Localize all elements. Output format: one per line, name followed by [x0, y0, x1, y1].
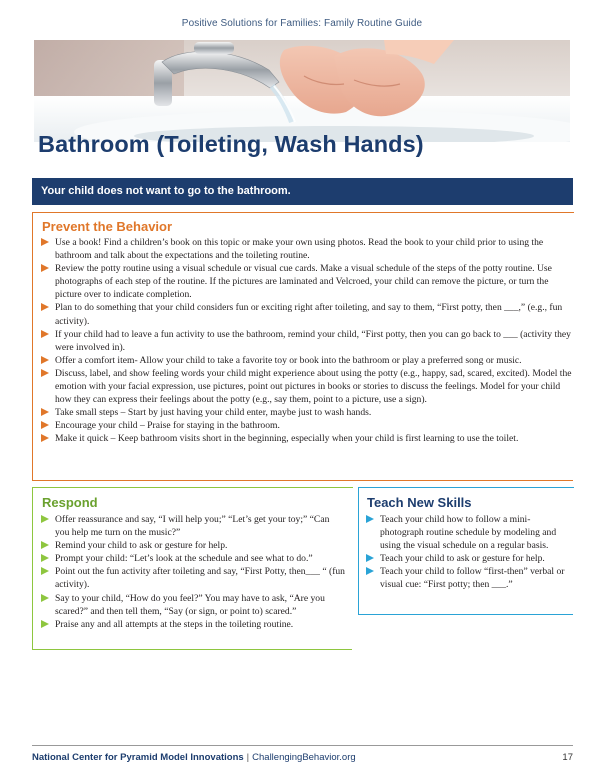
bullet-arrow-icon	[366, 515, 374, 523]
list-item	[366, 552, 569, 565]
prevent-section-title: Prevent the Behavior	[42, 219, 173, 234]
bullet-arrow-icon	[41, 620, 49, 628]
bullet-arrow-icon	[41, 264, 49, 272]
prevent-list	[41, 236, 572, 446]
list-item-text: Teach your child to ask or gesture for help.	[380, 553, 545, 565]
list-item	[41, 262, 572, 301]
footer-url-link[interactable]: ChallengingBehavior.org	[252, 752, 356, 763]
list-item-text: If your child had to leave a fun activity to use the bathroom, remind your child, “First potty, then you can go back to ___ (activity they were involved in).	[55, 328, 571, 353]
bullet-arrow-icon	[366, 567, 374, 575]
teach-list	[366, 513, 569, 592]
list-item	[41, 565, 346, 591]
bullet-arrow-icon	[41, 567, 49, 575]
list-item-text: Offer a comfort item- Allow your child to take a favorite toy or book into the bathroom or play a preferred song or music.	[55, 354, 522, 366]
list-item	[41, 301, 572, 327]
list-item	[41, 552, 346, 565]
list-item	[41, 236, 572, 262]
list-item	[41, 367, 572, 406]
list-item-text: Teach your child to follow “first-then” verbal or visual cue: “First potty; then ___.”	[380, 566, 565, 591]
list-item-text: Say to your child, “How do you feel?” You may have to ask, “Are you scared?” and then tell them, “Say (or sign, or point to) scared.”	[55, 592, 325, 617]
bullet-arrow-icon	[366, 554, 374, 562]
list-item-text: Point out the fun activity after toileting and say, “First Potty, then___ “ (fun activity).	[55, 566, 345, 591]
hand-washing-photo	[34, 40, 570, 142]
list-item-text: Make it quick – Keep bathroom visits short in the beginning, especially when your child is first learning to use the toilet.	[55, 433, 519, 445]
bullet-arrow-icon	[41, 369, 49, 377]
list-item	[41, 513, 346, 539]
page-number: 17	[562, 752, 573, 763]
respond-list	[41, 513, 346, 631]
list-item	[41, 432, 572, 445]
scenario-banner: Your child does not want to go to the bathroom.	[32, 178, 573, 205]
list-item	[366, 565, 569, 591]
footer-divider	[32, 745, 573, 746]
bullet-arrow-icon	[41, 303, 49, 311]
list-item	[41, 618, 346, 631]
bullet-arrow-icon	[41, 356, 49, 364]
bullet-arrow-icon	[41, 408, 49, 416]
page-footer	[32, 752, 573, 763]
list-item-text: Prompt your child: “Let’s look at the schedule and see what to do.”	[55, 553, 313, 565]
bullet-arrow-icon	[41, 421, 49, 429]
list-item	[41, 328, 572, 354]
list-item-text: Praise any and all attempts at the steps in the toileting routine.	[55, 618, 294, 630]
bullet-arrow-icon	[41, 238, 49, 246]
bullet-arrow-icon	[41, 434, 49, 442]
list-item-text: Offer reassurance and say, “I will help you;” “Let’s get your toy;” “Can you help me turn on the music?”	[55, 514, 330, 539]
bullet-arrow-icon	[41, 594, 49, 602]
footer-org: National Center for Pyramid Model Innovations	[32, 752, 244, 763]
list-item	[366, 513, 569, 552]
bullet-arrow-icon	[41, 554, 49, 562]
list-item	[41, 419, 572, 432]
bullet-arrow-icon	[41, 541, 49, 549]
list-item-text: Remind your child to ask or gesture for help.	[55, 540, 228, 552]
prevent-behavior-section	[32, 212, 573, 481]
list-item-text: Review the potty routine using a visual schedule or visual cue cards. Make a visual schedule of the steps of the potty routine. Use photographs of each step of the routine. If the pictures are laminated and Velcroed, your child can remove the picture, or turn the picture over to indicate completion.	[55, 263, 552, 301]
list-item-text: Teach your child how to follow a mini-photograph routine schedule by modeling and using the visual schedule on a regular basis.	[380, 514, 557, 552]
list-item-text: Discuss, label, and show feeling words your child might experience about using the potty (e.g., happy, sad, scared, excited). Model the emotion with your facial expression, use pictures, point out pictures in books or stories to discuss the feelings. Model for your child how they can express their feelings about the potty (e.g., say them, point to a picture, use a sign).	[55, 367, 572, 406]
list-item-text: Take small steps – Start by just having your child enter, maybe just to wash hands.	[55, 407, 372, 419]
respond-section	[32, 487, 352, 650]
list-item-text: Plan to do something that your child considers fun or exciting right after toileting, and say to them, “First potty, then ___,” (e.g., fun activity).	[55, 302, 563, 327]
teach-skills-section	[358, 487, 573, 615]
bullet-arrow-icon	[41, 330, 49, 338]
page-title: Bathroom (Toileting, Wash Hands)	[38, 131, 424, 157]
list-item	[41, 592, 346, 618]
list-item	[41, 406, 572, 419]
list-item-text: Encourage your child – Praise for staying in the bathroom.	[55, 420, 280, 432]
list-item	[41, 539, 346, 552]
list-item-text: Use a book! Find a children’s book on this topic or make your own using photos. Read the book to your child prior to using the bathroom and talk about the expectations and the toileting routine.	[55, 237, 544, 262]
running-header: Positive Solutions for Families: Family Routine Guide	[181, 18, 423, 29]
respond-section-title: Respond	[42, 495, 98, 510]
footer-separator: |	[246, 752, 250, 763]
list-item	[41, 354, 572, 367]
teach-section-title: Teach New Skills	[367, 495, 472, 510]
bullet-arrow-icon	[41, 515, 49, 523]
